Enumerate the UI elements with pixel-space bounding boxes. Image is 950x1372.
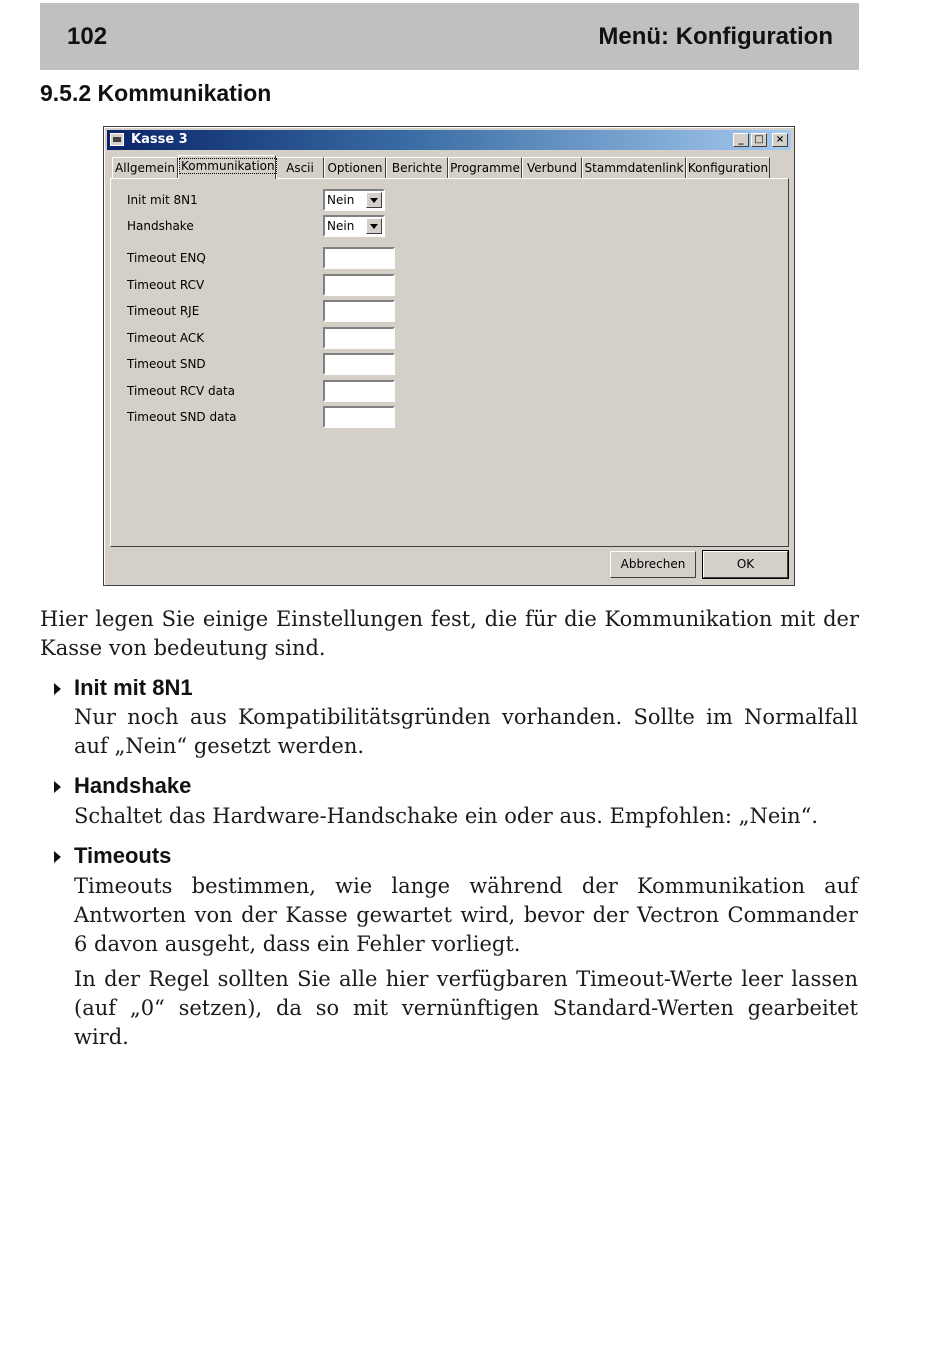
window-title: Kasse 3: [131, 132, 188, 147]
section-title: 9.5.2 Kommunikation: [40, 80, 272, 106]
intro-paragraph: Hier legen Sie einige Einstellungen fest, die für die Kommunikation mit der Kasse von bedeutung sind.: [40, 607, 859, 660]
bullet-arrow-icon: [54, 851, 64, 865]
timeout-snd-label: Timeout SND: [127, 357, 206, 371]
timeout-snd-data-input[interactable]: [323, 406, 395, 428]
minimize-button[interactable]: _: [733, 133, 749, 147]
timeout-enq-label: Timeout ENQ: [127, 251, 206, 265]
bullet-arrow-icon: [54, 683, 64, 697]
settings-dialog: [103, 126, 795, 586]
item-heading-timeouts: Timeouts: [74, 843, 172, 868]
item-heading-handshake: Handshake: [74, 773, 192, 798]
init-8n1-label: Init mit 8N1: [127, 193, 198, 207]
handshake-label: Handshake: [127, 219, 194, 233]
tab-ascii[interactable]: Ascii: [276, 157, 324, 178]
item-text-init-8n1: Nur noch aus Kompatibilitätsgründen vorhanden. Sollte im Normalfall auf „Nein“ gesetzt werden.: [74, 705, 858, 758]
app-icon: [110, 133, 124, 146]
handshake-select[interactable]: [323, 215, 385, 237]
tab-stammdatenlink[interactable]: Stammdatenlink: [582, 157, 686, 178]
timeout-rje-input[interactable]: [323, 300, 395, 322]
item-text-timeouts-note: In der Regel sollten Sie alle hier verfügbaren Timeout-Werte leer lassen (auf „0“ setzen), da so mit vernünftigen Standard-Werten gearbeitet wird.: [74, 967, 858, 1049]
close-button[interactable]: ×: [772, 133, 788, 147]
tab-allgemein[interactable]: Allgemein: [112, 157, 178, 178]
tab-verbund[interactable]: Verbund: [522, 157, 582, 178]
chevron-down-icon[interactable]: [366, 218, 382, 234]
tab-programme[interactable]: Programme: [448, 157, 522, 178]
timeout-ack-label: Timeout ACK: [127, 331, 205, 345]
item-heading-init-8n1: Init mit 8N1: [74, 675, 193, 700]
timeout-rcv-input[interactable]: [323, 274, 395, 296]
cancel-button[interactable]: Abbrechen: [610, 551, 696, 578]
tab-konfiguration[interactable]: Konfiguration: [686, 157, 770, 178]
item-text-handshake: Schaltet das Hardware-Handschake ein oder aus. Empfohlen: „Nein“.: [74, 804, 819, 828]
init-8n1-select[interactable]: [323, 189, 385, 211]
timeout-rje-label: Timeout RJE: [127, 304, 200, 318]
bullet-arrow-icon: [54, 781, 64, 795]
timeout-rcv-label: Timeout RCV: [127, 278, 205, 292]
tab-berichte[interactable]: Berichte: [386, 157, 448, 178]
ok-button[interactable]: OK: [703, 551, 788, 578]
handshake-value: Nein: [327, 219, 355, 233]
tab-optionen[interactable]: Optionen: [324, 157, 386, 178]
item-text-timeouts: Timeouts bestimmen, wie lange während der Kommunikation auf Antworten von der Kasse gewartet wird, bevor der Vectron Commander 6 davon ausgeht, dass ein Fehler vorliegt.: [74, 874, 858, 956]
tab-kommunikation[interactable]: [178, 155, 276, 179]
chevron-down-icon[interactable]: [366, 192, 382, 208]
timeout-rcv-data-label: Timeout RCV data: [127, 384, 236, 398]
title-bar[interactable]: [107, 130, 791, 150]
tab-kommunikation-label: Kommunikation: [181, 159, 275, 173]
tab-panel: [110, 178, 789, 547]
timeout-ack-input[interactable]: [323, 327, 395, 349]
timeout-snd-data-label: Timeout SND data: [127, 410, 237, 424]
init-8n1-value: Nein: [327, 193, 355, 207]
timeout-enq-input[interactable]: [323, 247, 395, 269]
chapter-title: Menü: Konfiguration: [598, 23, 833, 50]
page-number: 102: [67, 23, 108, 50]
page-header: [40, 3, 859, 70]
maximize-button[interactable]: □: [751, 133, 767, 147]
timeout-rcv-data-input[interactable]: [323, 380, 395, 402]
timeout-snd-input[interactable]: [323, 353, 395, 375]
